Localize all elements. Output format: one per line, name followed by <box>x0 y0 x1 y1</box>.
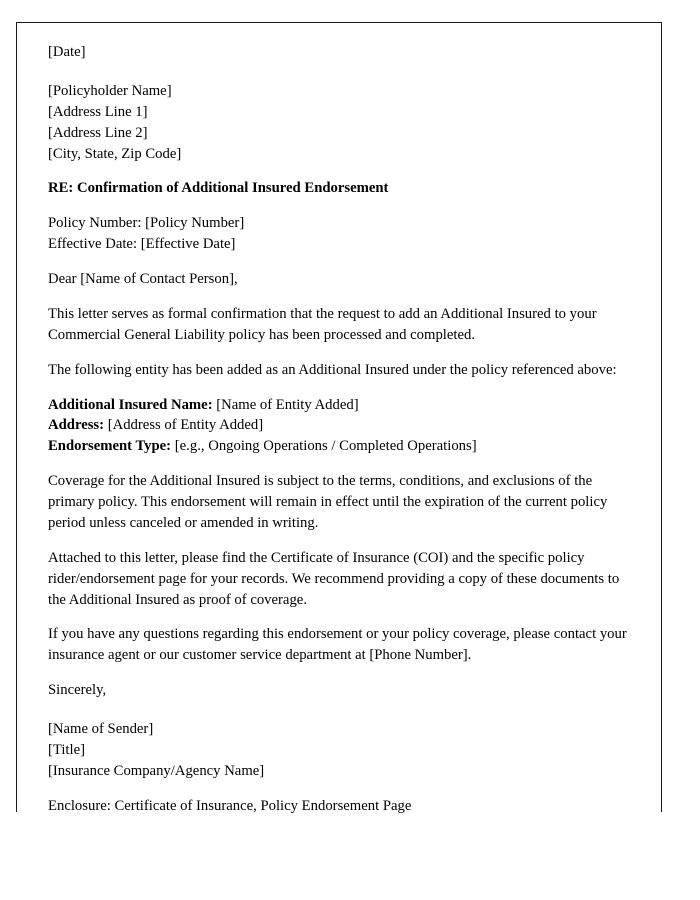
salutation: Dear [Name of Contact Person], <box>48 271 238 287</box>
spacer <box>48 199 630 213</box>
spacer <box>48 164 630 178</box>
paragraph-2: The following entity has been added as an Additional Insured under the policy referenced above: <box>48 361 617 378</box>
spacer <box>48 290 630 304</box>
letter-body <box>48 42 630 817</box>
entity-address-value: [Address of Entity Added] <box>107 417 264 434</box>
spacer <box>48 346 630 360</box>
endorsement-type-row <box>48 436 630 457</box>
spacer <box>48 610 630 624</box>
spacer <box>48 457 630 471</box>
effective-date-line: Effective Date: [Effective Date] <box>48 236 236 253</box>
entity-address-label: Address: <box>48 417 105 434</box>
entity-name-row <box>48 395 630 416</box>
entity-address-row <box>48 415 630 436</box>
spacer <box>48 782 630 796</box>
subject-line: RE: Confirmation of Additional Insured Endorsement <box>48 180 389 197</box>
sender-name: [Name of Sender] <box>48 721 154 737</box>
date-line: [Date] <box>48 44 86 60</box>
closing: Sincerely, <box>48 682 107 699</box>
policy-number-line: Policy Number: [Policy Number] <box>48 215 245 232</box>
paragraph-1: This letter serves as formal confirmation that the request to add an Additional Insured to your Commercial General Liability policy has been processed and completed. <box>48 305 597 343</box>
recipient-line-1: [Policyholder Name] <box>48 82 172 99</box>
recipient-line-2: [Address Line 1] <box>48 103 148 120</box>
spacer <box>48 255 630 269</box>
recipient-line-3: [Address Line 2] <box>48 124 148 141</box>
spacer <box>48 701 630 719</box>
sender-title: [Title] <box>48 741 85 758</box>
endorsement-type-value: [e.g., Ongoing Operations / Completed Operations] <box>174 438 477 455</box>
sender-company: [Insurance Company/Agency Name] <box>48 762 265 779</box>
paragraph-4: Attached to this letter, please find the Certificate of Insurance (COI) and the specific policy rider/endorsement page for your records. We recommend providing a copy of these documents to the Additional Insured as proof of coverage. <box>48 549 620 608</box>
endorsement-type-label: Endorsement Type: <box>48 438 172 455</box>
spacer <box>48 534 630 548</box>
entity-name-label: Additional Insured Name: <box>48 396 213 413</box>
spacer <box>48 381 630 395</box>
entity-name-value: [Name of Entity Added] <box>216 396 359 413</box>
paragraph-5: If you have any questions regarding this endorsement or your policy coverage, please contact your insurance agent or our customer service department at [Phone Number]. <box>48 626 627 664</box>
paragraph-3: Coverage for the Additional Insured is subject to the terms, conditions, and exclusions of the primary policy. This endorsement will remain in effect until the expiration of the current policy period unless canceled or amended in writing. <box>48 473 608 531</box>
spacer <box>48 666 630 680</box>
spacer <box>48 63 630 81</box>
enclosure-line: Enclosure: Certificate of Insurance, Policy Endorsement Page <box>48 797 412 814</box>
recipient-line-4: [City, State, Zip Code] <box>48 145 182 162</box>
